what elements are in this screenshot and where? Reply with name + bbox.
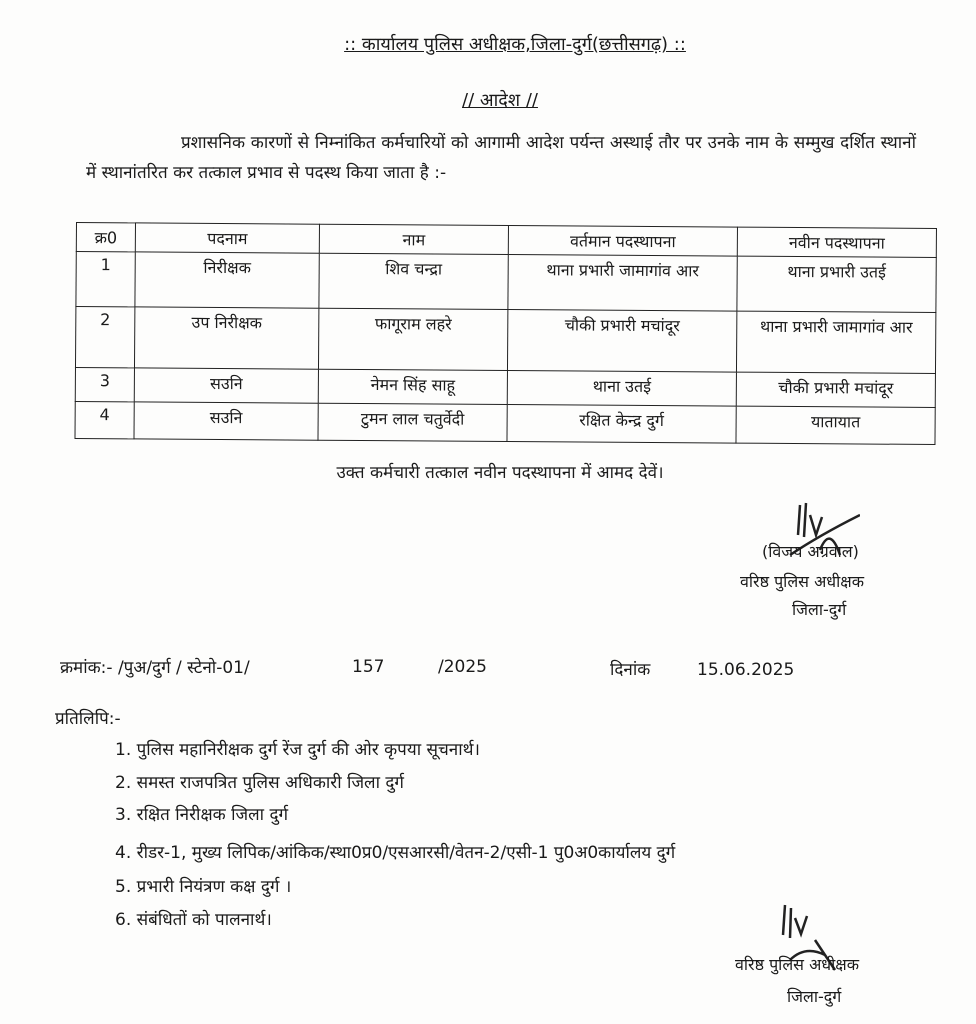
signatory-designation-2: वरिष्ठ पुलिस अधीक्षक bbox=[735, 955, 860, 974]
signatory-district: जिला-दुर्ग bbox=[792, 600, 847, 619]
col-header: पदनाम bbox=[135, 223, 319, 253]
cell: चौकी प्रभारी मचांदूर bbox=[736, 372, 935, 407]
reference-number: क्रमांक:- /पुअ/दुर्ग / स्टेनो-01/ bbox=[60, 658, 250, 678]
col-header: नवीन पदस्थापना bbox=[737, 227, 936, 257]
cell: थाना उतई bbox=[507, 371, 736, 407]
copy-item: 1. पुलिस महानिरीक्षक दुर्ग रेंज दुर्ग की ओर कृपया सूचनार्थ। bbox=[115, 740, 480, 760]
cell: टुमन लाल चतुर्वेदी bbox=[318, 403, 507, 441]
cell: 2 bbox=[75, 307, 134, 368]
cell: रक्षित केन्द्र दुर्ग bbox=[507, 405, 736, 444]
copy-to-label: प्रतिलिपि:- bbox=[55, 709, 121, 729]
table-row bbox=[76, 252, 936, 313]
order-heading: // आदेश // bbox=[462, 90, 538, 111]
copy-item: 4. रीडर-1, मुख्य लिपिक/आंकिक/स्था0प्र0/एसआरसी/वेतन-2/एसी-1 पु0अ0कार्यालय दुर्ग bbox=[115, 843, 676, 863]
transfer-table bbox=[74, 222, 936, 445]
copy-item: 5. प्रभारी नियंत्रण कक्ष दुर्ग । bbox=[115, 877, 292, 897]
cell: सउनि bbox=[134, 402, 318, 440]
cell: शिव चन्द्रा bbox=[319, 253, 508, 309]
signatory-designation: वरिष्ठ पुलिस अधीक्षक bbox=[740, 572, 865, 591]
cell: थाना प्रभारी जामागांव आर bbox=[508, 255, 737, 312]
col-header: वर्तमान पदस्थापना bbox=[508, 226, 737, 257]
copy-item: 6. संबंधितों को पालनार्थ। bbox=[115, 910, 272, 930]
cell: फागूराम लहरे bbox=[318, 308, 507, 370]
order-year: /2025 bbox=[438, 657, 487, 677]
cell: यातायात bbox=[736, 406, 935, 444]
cell: 3 bbox=[75, 367, 134, 401]
order-date: 15.06.2025 bbox=[697, 660, 795, 680]
footer-note: उक्त कर्मचारी तत्काल नवीन पदस्थापना में आमद देवें। bbox=[336, 463, 664, 483]
cell: चौकी प्रभारी मचांदूर bbox=[507, 310, 736, 373]
cell: सउनि bbox=[134, 368, 318, 403]
copy-item: 3. रक्षित निरीक्षक जिला दुर्ग bbox=[115, 805, 289, 825]
col-header: नाम bbox=[319, 224, 508, 254]
signatory-name: (विजय अग्रवाल) bbox=[762, 542, 859, 561]
order-number: 157 bbox=[352, 657, 385, 677]
handwritten-signature-1 bbox=[770, 495, 860, 575]
table-row bbox=[75, 307, 935, 374]
copy-item: 2. समस्त राजपत्रित पुलिस अधिकारी जिला दुर्ग bbox=[115, 773, 404, 793]
col-header: क्र0 bbox=[76, 223, 135, 252]
office-title: :: कार्यालय पुलिस अधीक्षक,जिला-दुर्ग(छत्तीसगढ़) :: bbox=[344, 34, 686, 55]
table-row bbox=[75, 401, 935, 444]
cell: थाना प्रभारी उतई bbox=[737, 256, 936, 312]
date-label: दिनांक bbox=[610, 660, 651, 680]
cell: 4 bbox=[75, 401, 134, 438]
intro-paragraph: प्रशासनिक कारणों से निम्नांकित कर्मचारियों को आगामी आदेश पर्यन्त अस्थाई तौर पर उनके नाम के सम्मुख दर्शित स्थानों में स्थानांतरित कर तत्काल प्रभाव से पदस्थ किया जाता है :- bbox=[86, 133, 916, 183]
cell: उप निरीक्षक bbox=[134, 307, 318, 369]
signatory-district-2: जिला-दुर्ग bbox=[787, 987, 842, 1006]
cell: थाना प्रभारी जामागांव आर bbox=[736, 311, 935, 373]
cell: नेमन सिंह साहू bbox=[318, 369, 507, 404]
cell: 1 bbox=[76, 252, 135, 307]
cell: निरीक्षक bbox=[135, 252, 319, 308]
